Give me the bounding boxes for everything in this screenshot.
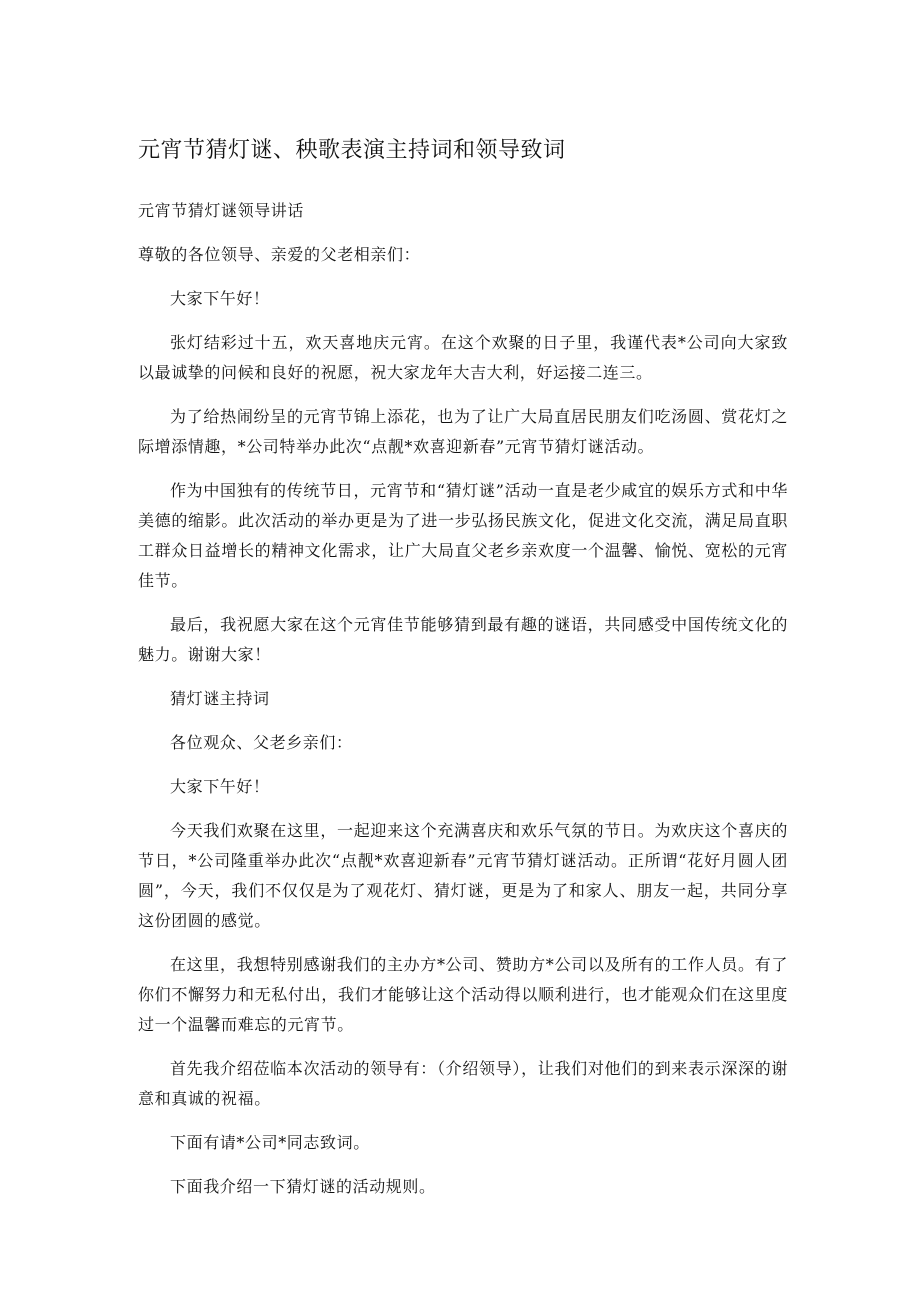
paragraph-body: 最后，我祝愿大家在这个元宵佳节能够猜到最有趣的谜语，共同感受中国传统文化的魅力。谢谢大家！ (138, 615, 788, 664)
paragraph-body: 首先我介绍莅临本次活动的领导有：（介绍领导），让我们对他们的到来表示深深的谢意和真诚的祝福。 (138, 1059, 788, 1108)
paragraph-body: 张灯结彩过十五，欢天喜地庆元宵。在这个欢聚的日子里，我谨代表*公司向大家致以最诚挚的问候和良好的祝愿，祝大家龙年大吉大利，好运接二连三。 (138, 333, 788, 382)
paragraph-body: 今天我们欢聚在这里，一起迎来这个充满喜庆和欢乐气氛的节日。为欢庆这个喜庆的节日，*公司隆重举办此次“点靓*欢喜迎新春”元宵节猜灯谜活动。正所谓“花好月圆人团圆”，今天，我们不仅仅是为了观花灯、猜灯谜，更是为了和家人、朋友一起，共同分享这份团圆的感觉。 (138, 821, 788, 930)
document-body (138, 196, 788, 1202)
paragraph-section-heading-speech: 元宵节猜灯谜领导讲话 (138, 201, 305, 220)
paragraph-greeting: 大家下午好！ (170, 289, 270, 308)
paragraph-body: 作为中国独有的传统节日，元宵节和“猜灯谜”活动一直是老少咸宜的娱乐方式和中华美德的缩影。此次活动的举办更是为了进一步弘扬民族文化，促进文化交流，满足局直职工群众日益增长的精神文化需求，让广大局直父老乡亲欢度一个温馨、愉悦、宽松的元宵佳节。 (138, 481, 788, 590)
paragraph-salutation: 尊敬的各位领导、亲爱的父老相亲们： (138, 245, 421, 264)
paragraph-body: 下面有请*公司*同志致词。 (170, 1133, 370, 1152)
paragraph-section-heading-host: 猜灯谜主持词 (170, 689, 270, 708)
paragraph-body: 在这里，我想特别感谢我们的主办方*公司、赞助方*公司以及所有的工作人员。有了你们不懈努力和无私付出，我们才能够让这个活动得以顺利进行，也才能观众们在这里度过一个温馨而难忘的元宵节。 (138, 955, 788, 1034)
paragraph-body: 下面我介绍一下猜灯谜的活动规则。 (170, 1177, 436, 1196)
paragraph-body: 为了给热闹纷呈的元宵节锦上添花，也为了让广大局直居民朋友们吃汤圆、赏花灯之际增添情趣，*公司特举办此次“点靓*欢喜迎新春”元宵节猜灯谜活动。 (138, 407, 788, 456)
paragraph-salutation: 各位观众、父老乡亲们： (170, 733, 353, 752)
document-title: 元宵节猜灯谜、秧歌表演主持词和领导致词 (138, 138, 566, 163)
paragraph-greeting: 大家下午好！ (170, 777, 270, 796)
